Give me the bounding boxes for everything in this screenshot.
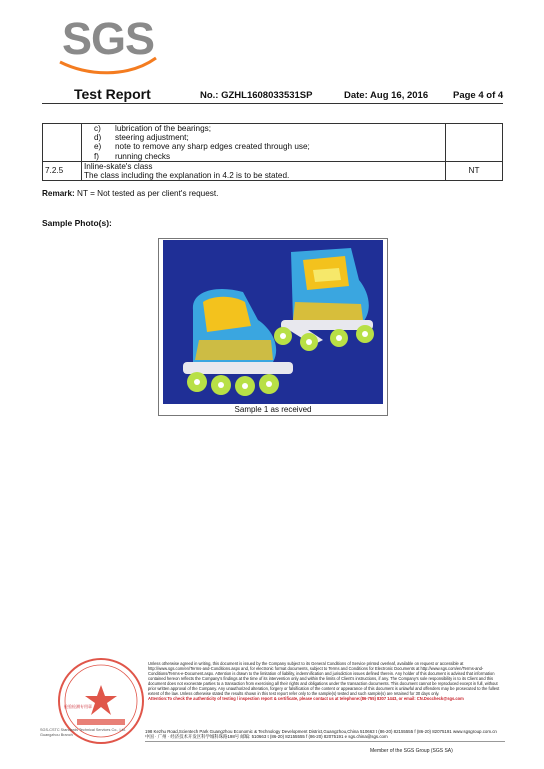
disclaimer-text: Unless otherwise agreed in writing, this document is issued by the Company subject to its General Conditions of Service printed overleaf, available on request or accessible at http://www.sgs.com/en/Terms-and-Conditions.aspx and, for electronic format documents, subject to Terms and Conditions for Electronic Documents at http://www.sgs.com/en/Terms-and-Conditions/Terms-e-Document.aspx. Attention is drawn to the limitation of liability, indemnification and jurisdiction issues defined therein. Any holder of this document is advised that information contained hereon reflects the Company's findings at the time of its intervention only and within the limits of Client's instructions, if any. The Company's sole responsibility is to its Client and this document does not exonerate parties to a transaction from exercising all their rights and obligations under the transaction documents. This document cannot be reproduced except in full, without prior written approval of the Company. Any unauthorized alteration, forgery or falsification of the content or appearance of this document is unlawful and offenders may be prosecuted to the fullest extent of the law. Unless otherwise stated the results shown in this test report refer only to the sample(s) tested and such sample(s) are retained for 30 days only. <box>148 661 500 696</box>
list-item: f) running checks <box>94 151 171 161</box>
sample-photo-frame <box>158 238 388 416</box>
table-row <box>43 124 503 162</box>
company-name: SGS-CSTC Standards Technical Services Co., Ltd. Guangzhou Branch <box>40 728 126 737</box>
requirements-table <box>42 123 503 181</box>
result-cell <box>446 124 503 162</box>
logo-swoosh-icon <box>58 54 158 80</box>
terms-disclaimer <box>148 661 503 701</box>
table-row <box>43 161 503 180</box>
requirement-cell <box>82 124 446 162</box>
footer-divider <box>145 741 505 742</box>
address-english: 198 Kezhu Road,Scientech Park Guangzhou Economic & Technology Development District,Guangzhou,China 510663 t (86-20) 82155555 f (86-20) 82075191 www.sgsgroup.com.cn <box>145 729 497 734</box>
clause-cell: 7.2.5 <box>43 161 82 180</box>
list-item: c) lubrication of the bearings; <box>94 124 212 133</box>
remark-text: NT = Not tested as per client's request. <box>74 189 219 198</box>
remark-label: Remark: <box>42 189 75 198</box>
header-divider <box>42 103 503 104</box>
page-number: Page 4 of 4 <box>453 90 504 101</box>
sample-photos-title: Sample Photo(s): <box>42 218 112 228</box>
list-item: e) note to remove any sharp edges created through use; <box>94 142 310 152</box>
requirement-line: Inline-skate's class <box>84 161 153 171</box>
requirement-cell <box>82 161 446 180</box>
remark <box>42 189 218 198</box>
inline-skates-photo <box>163 240 383 404</box>
authenticity-attention: Attention:To check the authenticity of testing / inspection report & certificate, please contact us at telephone:(86-755) 8307 1443, or email: CN.Doccheck@sgs.com <box>148 696 464 701</box>
stamp-text: 检验检测专用章 <box>64 704 92 709</box>
list-item: d) steering adjustment; <box>94 133 189 143</box>
address-chinese: 中国 · 广州 · 经济技术开发区科学城科珠路198号 邮编: 510663 t (86-20) 82155555 f (86-20) 82075191 e sgs.china@sgs.com <box>145 734 388 740</box>
sgs-logo <box>58 14 154 72</box>
report-date: Date: Aug 16, 2016 <box>344 90 429 101</box>
clause-cell <box>43 124 82 162</box>
company-address <box>145 729 505 739</box>
sgs-group-member: Member of the SGS Group (SGS SA) <box>370 748 453 754</box>
requirement-line: The class including the explanation in 4.2 is to be stated. <box>84 171 290 181</box>
result-cell: NT <box>446 161 503 180</box>
photo-caption: Sample 1 as received <box>234 405 312 414</box>
report-title: Test Report <box>74 86 151 102</box>
report-number: No.: GZHL1608033531SP <box>200 90 313 101</box>
sgs-logo-text: SGS <box>62 13 155 64</box>
